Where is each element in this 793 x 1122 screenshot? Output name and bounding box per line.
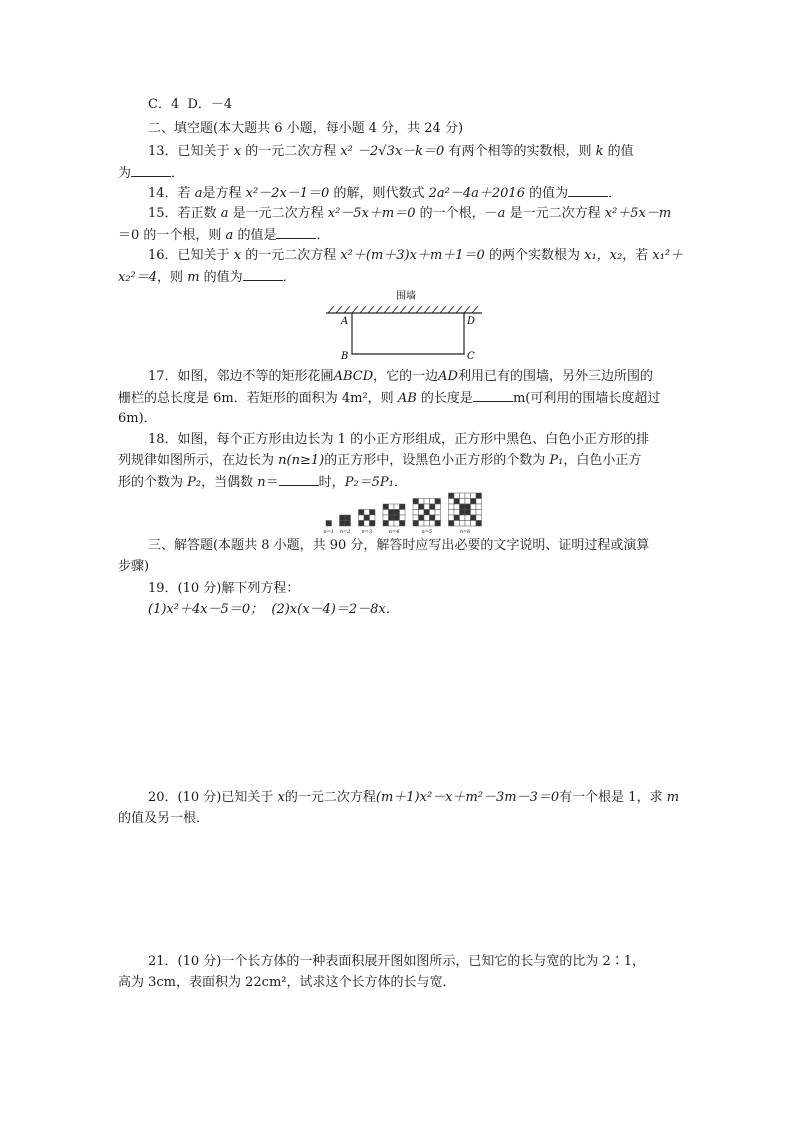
q18-text: 如图，每个正方形由边长为 1 的小正方形组成，正方形中黑色、白色小正方形的排 [177, 432, 650, 447]
q17-ab: AB [397, 391, 417, 406]
white-cell [419, 521, 425, 527]
black-cell [413, 521, 419, 527]
black-cell [364, 515, 370, 521]
q18-text: 时， [318, 475, 345, 490]
white-cell [424, 515, 430, 521]
question-15-line2: ＝0 的一个根，则 a 的值是 ． [118, 228, 330, 243]
black-cell [460, 510, 466, 516]
q18-number: 18． [148, 432, 178, 447]
q17-text: 栅栏的总长度是 6m．若矩形的面积为 4m²，则 [118, 391, 394, 406]
q15-text: 是一元二次方程 [509, 206, 601, 221]
q18-end: ． [393, 475, 407, 490]
section-2-title: 二、填空题(本大题共 6 小题，每小题 4 分，共 24 分) [148, 121, 464, 136]
question-18 [148, 431, 649, 449]
white-cell [476, 515, 482, 521]
q16-text: 已知关于 [177, 248, 230, 263]
white-cell [364, 521, 370, 527]
question-19-parts [148, 601, 399, 619]
white-cell [424, 521, 430, 527]
black-cell [383, 521, 389, 527]
q17-abcd: ABCD [333, 369, 374, 384]
q14-text: 的值为 [529, 186, 569, 201]
q14-equation: x²－2x－1＝0 [245, 186, 330, 201]
white-cell [476, 510, 482, 516]
question-21 [148, 953, 645, 971]
q13-end: ． [171, 166, 185, 181]
q19-part-2: (2)x(x－4)＝2－8x． [271, 602, 399, 617]
q19-number: 19． [148, 581, 178, 596]
q13-text: 有两个相等的实数根，则 [448, 144, 592, 159]
white-cell [419, 510, 425, 516]
q13-answer-blank[interactable] [131, 164, 171, 177]
black-cell [394, 515, 400, 521]
pattern-square-n3 [359, 510, 376, 527]
white-cell [359, 515, 365, 521]
q18-p2: P₂ [187, 475, 202, 490]
q17-text: m(可利用的围墙长度超过 [512, 391, 661, 406]
option-c: C．4 [148, 97, 180, 112]
white-cell [460, 515, 466, 521]
black-cell [419, 504, 425, 510]
white-cell [419, 499, 425, 505]
pattern-label-n4: n=4 [388, 529, 400, 535]
white-cell [389, 521, 395, 527]
question-21-line2: 高为 3cm，表面积为 22cm²，试求这个长方体的长与宽． [118, 975, 456, 990]
q16-number: 16． [148, 248, 178, 263]
q17-text: 的长度是 [420, 391, 473, 406]
black-cell [389, 510, 395, 516]
white-cell [430, 521, 436, 527]
q16-equation: x²＋(m＋3)x＋m＋1＝0 [340, 248, 485, 263]
q18-text: 的正方形中，设黑色小正方形的个数为 [324, 453, 546, 468]
white-cell [424, 499, 430, 505]
q18-text: ，白色小正方 [563, 453, 642, 468]
white-cell [430, 510, 436, 516]
q13-text: 为 [118, 166, 132, 181]
wall-hatching [328, 306, 478, 313]
white-cell [454, 493, 460, 499]
q13-number: 13． [148, 144, 178, 159]
white-cell [383, 515, 389, 521]
white-cell [413, 510, 419, 516]
q18-answer-blank[interactable] [279, 473, 319, 486]
white-cell [454, 504, 460, 510]
white-cell [454, 521, 460, 527]
white-cell [435, 504, 441, 510]
section-3-title-line2: 步骤) [118, 559, 150, 574]
black-cell [383, 504, 389, 510]
q20-text: (10 分)已知关于 [177, 790, 274, 805]
q20-text: 的一元二次方程 [284, 790, 376, 805]
question-20-line2: 的值及另一根． [118, 811, 210, 826]
q21-number: 21． [148, 954, 178, 969]
black-cell [449, 493, 455, 499]
q14-number: 14． [148, 186, 178, 201]
black-cell [424, 510, 430, 516]
q16-roots: x₁，x₂ [584, 248, 623, 263]
q16-text: 的两个实数根为 [488, 248, 580, 263]
black-cell [359, 521, 365, 527]
black-cell [419, 515, 425, 521]
q18-p1: P₁ [549, 453, 564, 468]
black-cell [435, 521, 441, 527]
q15-text: ＝0 的一个根，则 [118, 228, 222, 243]
black-cell [359, 510, 365, 516]
pattern-square-n1 [326, 521, 332, 527]
white-cell [471, 510, 477, 516]
white-cell [435, 510, 441, 516]
q16-text: ，则 [157, 270, 184, 285]
q14-answer-blank[interactable] [568, 184, 608, 197]
white-cell [449, 504, 455, 510]
white-cell [460, 493, 466, 499]
white-cell [449, 510, 455, 516]
question-13-line2 [118, 164, 184, 183]
q15-number: 15． [148, 206, 178, 221]
pattern-square-n2 [340, 515, 351, 526]
q13-text: 已知关于 [177, 144, 230, 159]
q20-x: x [277, 790, 285, 805]
black-cell [340, 521, 346, 527]
white-cell [471, 504, 477, 510]
white-cell [476, 504, 482, 510]
white-cell [364, 510, 370, 516]
figure-18-square-patterns [320, 490, 500, 536]
white-cell [460, 499, 466, 505]
q14-expression: 2a²－4a＋2016 [428, 186, 525, 201]
black-cell [340, 515, 346, 521]
q16-condition: x₂²＝4 [118, 270, 158, 285]
white-cell [370, 515, 376, 521]
pattern-label-n3: n=3 [361, 529, 373, 535]
black-cell [454, 515, 460, 521]
question-13: 13．已知关于 x 的一元二次方程 x² －2√3x－k＝0 有两个相等的实数根，则 k 的值 [148, 144, 634, 159]
q17-answer-blank[interactable] [473, 389, 513, 402]
black-cell [400, 521, 406, 527]
pattern-square-n5 [413, 499, 441, 527]
q16-text: 的值为 [203, 270, 243, 285]
option-d: D．－4 [187, 97, 233, 112]
white-cell [460, 521, 466, 527]
black-cell [389, 515, 395, 521]
q18-text: ，当偶数 [201, 475, 254, 490]
q17-text: 利用已有的围墙，另外三边所围的 [457, 369, 653, 384]
q15-text: 是一元二次方程 [232, 206, 324, 221]
white-cell [424, 504, 430, 510]
q16-end: ． [282, 270, 296, 285]
black-cell [430, 515, 436, 521]
q16-text: 的一元二次方程 [245, 248, 337, 263]
black-cell [465, 510, 471, 516]
q15-end: ． [316, 228, 330, 243]
black-cell [326, 521, 332, 527]
q18-text: 形的个数为 [118, 475, 184, 490]
white-cell [400, 515, 406, 521]
pattern-label-n2: n=2 [339, 529, 351, 535]
white-cell [394, 521, 400, 527]
question-15: 15．若正数 a 是一元二次方程 x²－5x＋m＝0 的一个根，－a 是一元二次方程 x²＋5x－m [148, 206, 672, 221]
white-cell [476, 499, 482, 505]
black-cell [471, 499, 477, 505]
q17-number: 17． [148, 369, 178, 384]
black-cell [345, 521, 351, 527]
question-18-line2 [118, 452, 641, 470]
q15-answer-blank[interactable] [276, 226, 316, 239]
pattern-label-n6: n=6 [459, 529, 471, 535]
q16-text: ，若 [622, 248, 649, 263]
question-16-line2: x₂²＝4，则 m 的值为 ． [118, 270, 296, 285]
wall-label: 围墙 [396, 291, 416, 302]
white-cell [383, 510, 389, 516]
question-19 [148, 580, 299, 598]
q17-text: 如图，邻边不等的矩形花圃 [177, 369, 334, 384]
question-16: 16．已知关于 x 的一元二次方程 x²＋(m＋3)x＋m＋1＝0 的两个实数根为 x₁，x₂，若 x₁²＋ [148, 248, 684, 263]
q15-text: 的值是 [237, 228, 277, 243]
q17-text: ，它的一边 [373, 369, 439, 384]
fence-rectangle [352, 313, 464, 354]
question-20 [148, 789, 679, 807]
q18-condition: P₂＝5P₁ [344, 475, 394, 490]
white-cell [449, 499, 455, 505]
black-cell [471, 515, 477, 521]
q18-text: 列规律如图所示，在边长为 [118, 453, 275, 468]
black-cell [449, 521, 455, 527]
white-cell [413, 504, 419, 510]
black-cell [454, 499, 460, 505]
black-cell [435, 499, 441, 505]
option-c-d [148, 96, 232, 114]
q19-text: (10 分)解下列方程： [177, 581, 300, 596]
section-3-title: 三、解答题(本题共 8 小题，共 90 分，解答时应写出必要的文字说明、证明过程或演算 [148, 538, 650, 553]
black-cell [370, 510, 376, 516]
q20-text: 有一个根是 1，求 [559, 790, 663, 805]
white-cell [449, 515, 455, 521]
white-cell [465, 499, 471, 505]
white-cell [454, 510, 460, 516]
q14-text: 若 [177, 186, 191, 201]
white-cell [465, 515, 471, 521]
point-d-label: D [467, 316, 476, 327]
black-cell [465, 504, 471, 510]
white-cell [471, 521, 477, 527]
white-cell [465, 493, 471, 499]
pattern-square-n6 [449, 493, 482, 526]
q14-text: 的解，则代数式 [333, 186, 425, 201]
q20-equation: (m＋1)x²－x＋m²－3m－3＝0 [375, 790, 560, 805]
q21-text: (10 分)一个长方体的一种表面积展开图如图所示，已知它的长与宽的比为 2∶1， [177, 954, 646, 969]
q15-equation-2: x²＋5x－m [604, 206, 672, 221]
white-cell [389, 504, 395, 510]
q18-text: ＝ [265, 475, 279, 490]
point-b-label: B [341, 351, 349, 362]
pattern-label-n5: n=5 [421, 529, 433, 535]
q15-text: 的一个根，－ [419, 206, 498, 221]
q14-text: 是方程 [202, 186, 242, 201]
pattern-square-n4 [383, 504, 405, 526]
q13-text: 的值 [607, 144, 634, 159]
pattern-label-n1: n=1 [323, 529, 335, 535]
white-cell [435, 515, 441, 521]
black-cell [400, 504, 406, 510]
figure-17-wall-rectangle [320, 286, 490, 362]
white-cell [471, 493, 477, 499]
black-cell [430, 504, 436, 510]
q14-end: ． [608, 186, 622, 201]
black-cell [476, 521, 482, 527]
question-17-line3: 6m)． [118, 411, 157, 426]
q18-n: n [257, 475, 266, 490]
question-14: 14．若 a是方程 x²－2x－1＝0 的解，则代数式 2a²－4a＋2016 的值为 ． [148, 186, 622, 201]
q18-n-condition: n(n≥1) [278, 453, 325, 468]
white-cell [394, 504, 400, 510]
black-cell [394, 510, 400, 516]
black-cell [370, 521, 376, 527]
q13-equation: x² －2√3x－k＝0 [340, 144, 445, 159]
q20-number: 20． [148, 790, 178, 805]
q19-part-1: (1)x²＋4x－5＝0； [148, 602, 264, 617]
q15-equation-1: x²－5x＋m＝0 [327, 206, 416, 221]
q17-ad: AD [438, 369, 458, 384]
question-17-line2 [118, 389, 660, 408]
black-cell [460, 504, 466, 510]
point-a-label: A [341, 316, 349, 327]
q16-condition: x₁²＋ [652, 248, 684, 263]
q16-answer-blank[interactable] [243, 268, 283, 281]
q20-m: m [666, 790, 680, 805]
black-cell [413, 499, 419, 505]
point-c-label: C [467, 351, 475, 362]
q15-text: 若正数 [177, 206, 217, 221]
question-17 [148, 368, 653, 386]
white-cell [465, 521, 471, 527]
q13-text: 的一元二次方程 [245, 144, 337, 159]
black-cell [476, 493, 482, 499]
black-cell [345, 515, 351, 521]
white-cell [430, 499, 436, 505]
white-cell [400, 510, 406, 516]
white-cell [413, 515, 419, 521]
